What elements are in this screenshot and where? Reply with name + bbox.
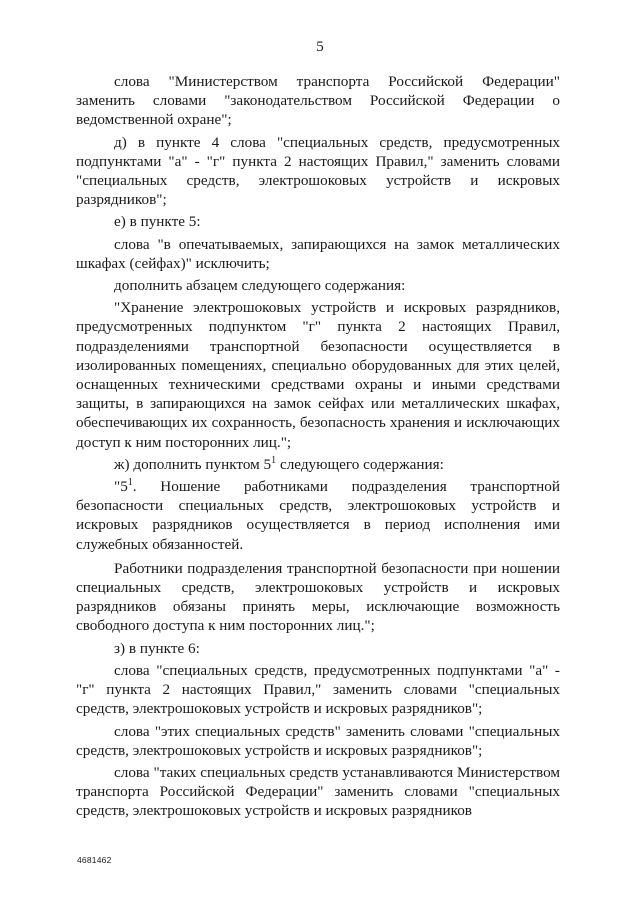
paragraph: слова "этих специальных средств" заменить словами "специальных средств, электрошоковых устройств и искровых разрядников"; [76, 722, 560, 759]
item-zh-after: следующего содержания: [276, 455, 444, 473]
item-5-1-text: . Ношение работниками подразделения транспортной безопасности специальных средств, электрошоковых устройств и искровых разрядников осуществляется в период исполнения ими служебных обязанностей. [76, 478, 560, 553]
paragraph: з) в пункте 6: [114, 639, 200, 657]
item-zh-superscript: 1 [271, 454, 277, 466]
paragraph: слова "Министерством транспорта Российской Федерации" заменить словами "законодательством Российской Федерации о ведомственной охране"; [76, 73, 560, 129]
paragraph: д) в пункте 4 слова "специальных средств, предусмотренных подпунктами "а" - "г" пункта 2 настоящих Правил," заменить словами "специальных средств, электрошоковых устройств и искровых разрядников"; [76, 133, 560, 209]
item-zh-before: ж) дополнить пунктом 5 [114, 455, 272, 473]
paragraph: дополнить абзацем следующего содержания: [114, 277, 406, 295]
paragraph: слова "специальных средств, предусмотренных подпунктами "а" - "г" пункта 2 настоящих Правил," заменить словами "специальных средств, электрошоковых устройств и искровых разрядников"; [76, 661, 560, 718]
document-code: 4681462 [77, 855, 112, 865]
item-5-1-open: "5 [114, 478, 128, 496]
paragraph-item-zh [76, 455, 560, 474]
paragraph: слова "в опечатываемых, запирающихся на замок металлических шкафах (сейфах)" исключить; [76, 235, 560, 272]
item-5-1-superscript: 1 [127, 477, 133, 488]
paragraph-item-5-1 [76, 477, 560, 554]
paragraph: "Хранение электрошоковых устройств и искровых разрядников, предусмотренных подпунктом "г" пункта 2 настоящих Правил, подразделениями транспортной безопасности осуществляется в изолированных помещениях, специально оборудованных для этих целей, оснащенных техническими средствами охраны и иными средствами защиты, в запирающихся на замок сейфах или металлических шкафах, обеспечивающих их сохранность, безопасность хранения и исключающих доступ к ним посторонних лиц."; [76, 299, 560, 451]
paragraph: слова "таких специальных средств устанавливаются Министерством транспорта Российской Федерации" заменить словами "специальных средств, электрошоковых устройств и искровых разрядников [76, 763, 560, 820]
paragraph: Работники подразделения транспортной безопасности при ношении специальных средств, электрошоковых устройств и искровых разрядников обязаны принять меры, исключающие возможность свободного доступа к ним посторонних лиц."; [76, 559, 560, 635]
document-body [76, 72, 560, 821]
page-number: 5 [316, 39, 324, 55]
paragraph: е) в пункте 5: [114, 213, 201, 231]
